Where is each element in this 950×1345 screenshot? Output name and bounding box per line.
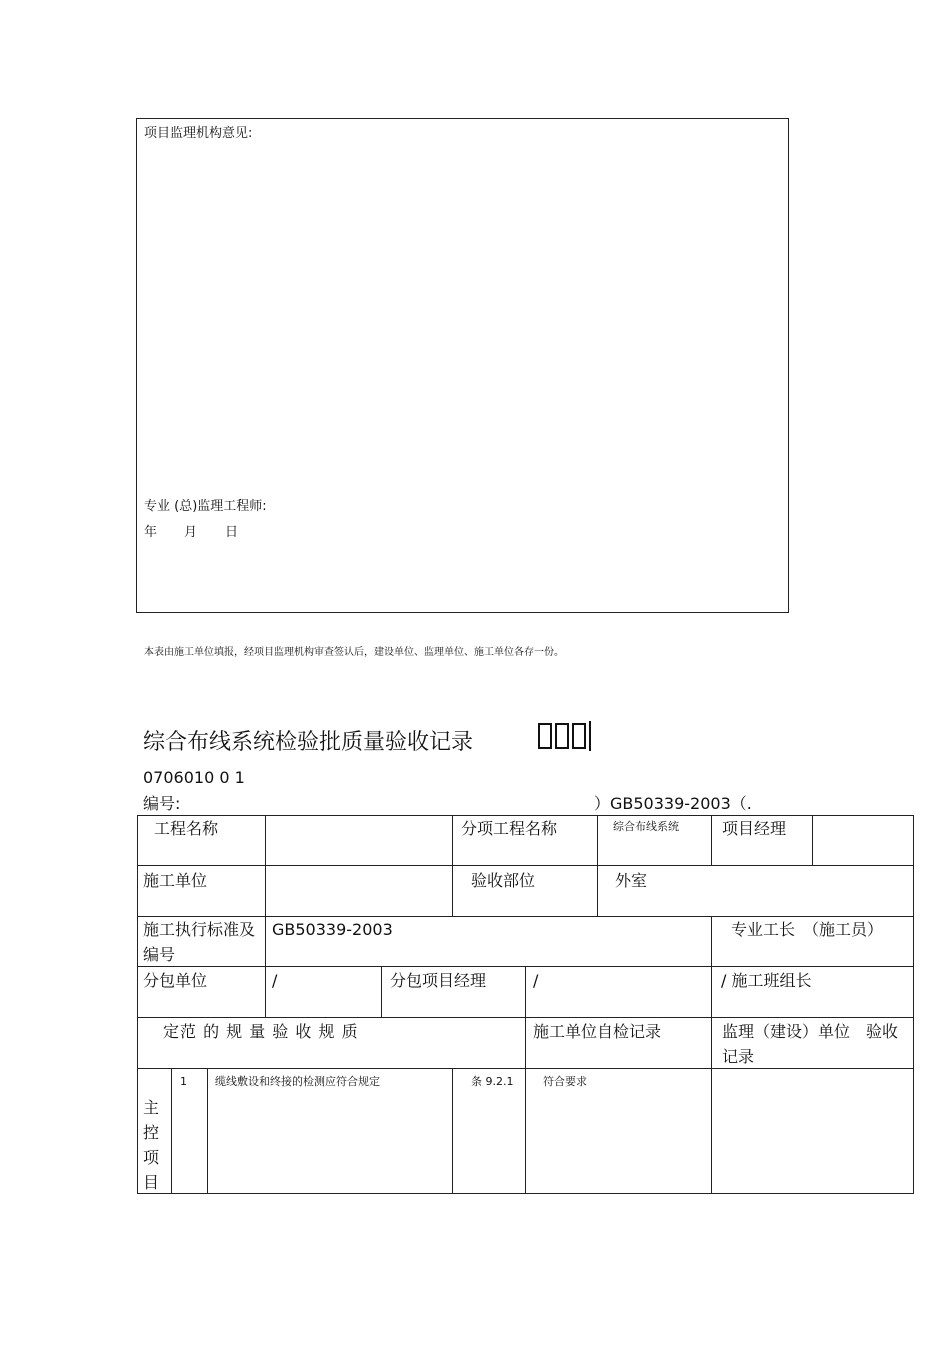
standard-value: GB50339-2003 — [272, 920, 393, 939]
number-label: 编号: — [143, 794, 181, 813]
foreman-label: 专业工长 （施工员） — [731, 920, 884, 939]
pm-label: 项目经理 — [722, 819, 787, 838]
opinion-label: 项目监理机构意见: — [144, 126, 253, 141]
supervision-header: 监理（建设）单位 验收记录 — [722, 1022, 899, 1066]
project-name-label: 工程名称 — [154, 819, 219, 838]
standard-ref: ）GB50339-2003（. — [594, 794, 752, 813]
inspection-part-value: 外室 — [615, 871, 648, 890]
subcontractor-label: 分包单位 — [143, 971, 208, 990]
record-title: 综合布线系统检验批质量验收记录 — [143, 730, 474, 755]
check-result: 符合要求 — [543, 1075, 587, 1088]
engineer-label: 专业 (总)监理工程师: — [144, 499, 267, 514]
team-leader-label: / 施工班组长 — [721, 971, 812, 990]
code-line: 0706010 0 1 — [143, 768, 245, 787]
subcontractor-value: / — [272, 971, 278, 990]
inspection-part-label: 验收部位 — [471, 871, 536, 890]
item-text: 缆线敷设和终接的检测应符合规定 — [215, 1075, 380, 1088]
sub-pm-value: / — [533, 971, 539, 990]
spec-header: 定范 的 规 量 验 收 规 质 — [163, 1022, 359, 1041]
self-check-header: 施工单位自检记录 — [533, 1022, 662, 1041]
subitem-value: 综合布线系统 — [613, 820, 679, 833]
stamp-icon — [538, 721, 591, 751]
date-year: 年 — [144, 525, 158, 540]
sub-pm-label: 分包项目经理 — [390, 971, 487, 990]
item-no: 1 — [180, 1075, 187, 1088]
contractor-label: 施工单位 — [143, 871, 208, 890]
date-month: 月 — [184, 525, 198, 540]
group-label: 主控项目 — [143, 1098, 160, 1192]
form-note: 本表由施工单位填报，经项目监理机构审查签认后，建设单位、监理单位、施工单位各存一份。 — [144, 647, 564, 658]
date-day: 日 — [225, 525, 239, 540]
standard-label: 施工执行标准及编号 — [143, 920, 256, 964]
subitem-label: 分项工程名称 — [461, 819, 558, 838]
clause: 条 9.2.1 — [471, 1075, 514, 1088]
